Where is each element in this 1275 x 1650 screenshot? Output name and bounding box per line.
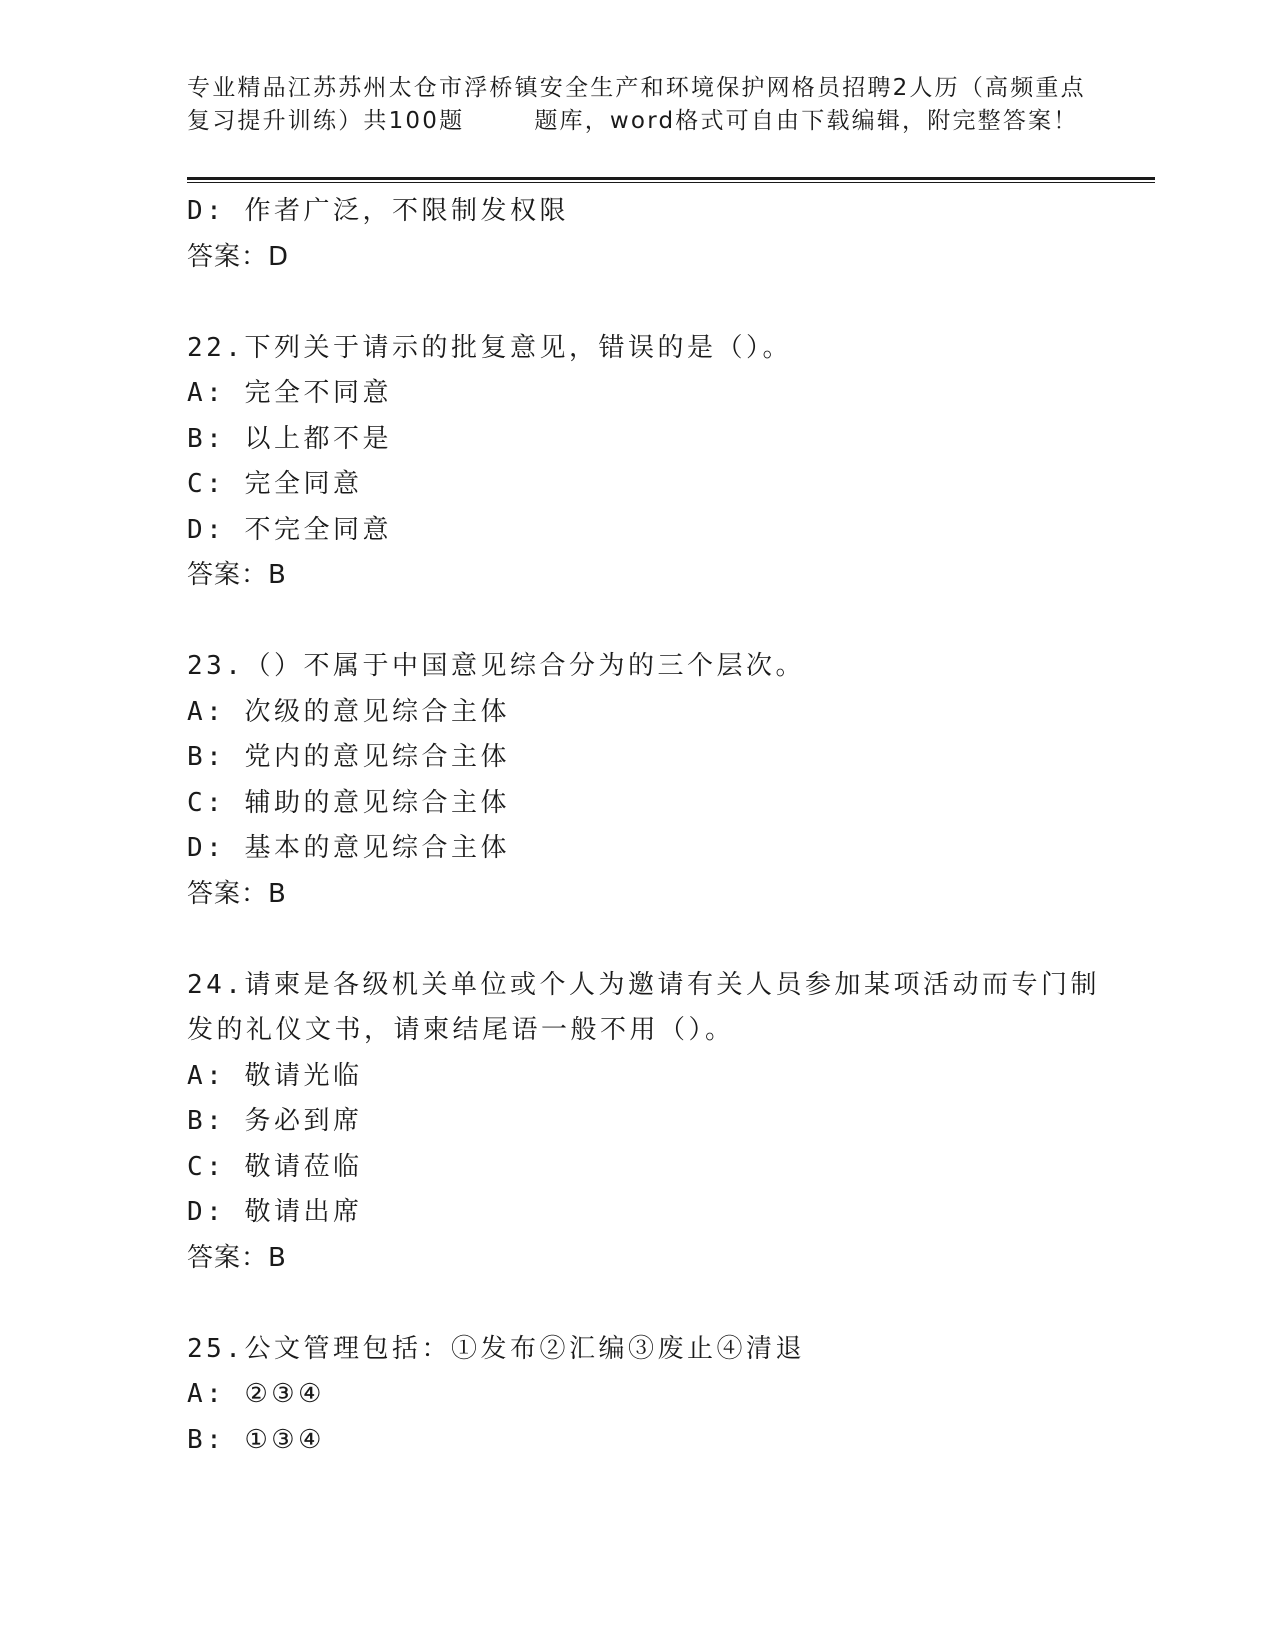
header-divider-thick [187,177,1155,180]
question-stem: 22.下列关于请示的批复意见，错误的是（）。 [187,332,792,363]
option-b: B: 以上都不是 [187,423,392,454]
spacer [187,917,1087,963]
option-b: B: 务必到席 [187,1106,363,1136]
option-a: A: 次级的意见综合主体 [187,696,510,727]
header-title-line-2-right: 题库，word格式可自由下载编辑，附完整答案！ [534,108,1079,134]
question-23 [187,644,1087,917]
question-stem: 23.（）不属于中国意见综合分为的三个层次。 [187,651,805,681]
header-divider-thin [187,182,1155,183]
option-a: A: 敬请光临 [187,1060,363,1091]
option-c: C: 敬请莅临 [187,1151,363,1182]
answer: 答案：B [187,560,287,590]
spacer [187,1281,1087,1327]
answer: 答案：B [187,1242,287,1273]
option-a: A: 完全不同意 [187,378,392,408]
continued-option-d: D: 作者广泛，不限制发权限 [187,196,569,226]
spacer [187,599,1087,645]
continued-answer: 答案：D [187,241,290,272]
header-title-line-2-left: 复习提升训练）共100题 [187,108,465,134]
option-d: D: 不完全同意 [187,514,392,545]
question-content [187,189,1100,1463]
option-d: D: 敬请出席 [187,1197,363,1227]
question-22 [187,326,1087,599]
question-24 [187,963,1100,1282]
option-c: C: 辅助的意见综合主体 [187,787,510,818]
question-stem: 25.公文管理包括：①发布②汇编③废止④清退 [187,1333,805,1364]
option-b: B: 党内的意见综合主体 [187,742,510,772]
option-b: B: ①③④ [187,1424,325,1455]
question-stem-line-1: 24.请柬是各级机关单位或个人为邀请有关人员参加某项活动而专门制 [187,969,1100,1000]
header-title-line-1: 专业精品江苏苏州太仓市浮桥镇安全生产和环境保护网格员招聘2人历（高频重点 [187,75,1086,101]
answer: 答案：B [187,878,287,909]
question-stem-line-2: 发的礼仪文书，请柬结尾语一般不用（）。 [187,1015,735,1045]
option-c: C: 完全同意 [187,469,363,499]
document-header [187,72,1087,138]
option-a: A: ②③④ [187,1379,325,1409]
option-d: D: 基本的意见综合主体 [187,833,510,863]
spacer [187,280,1087,326]
header-title-line-2 [187,105,1087,138]
question-25 [187,1327,1087,1464]
